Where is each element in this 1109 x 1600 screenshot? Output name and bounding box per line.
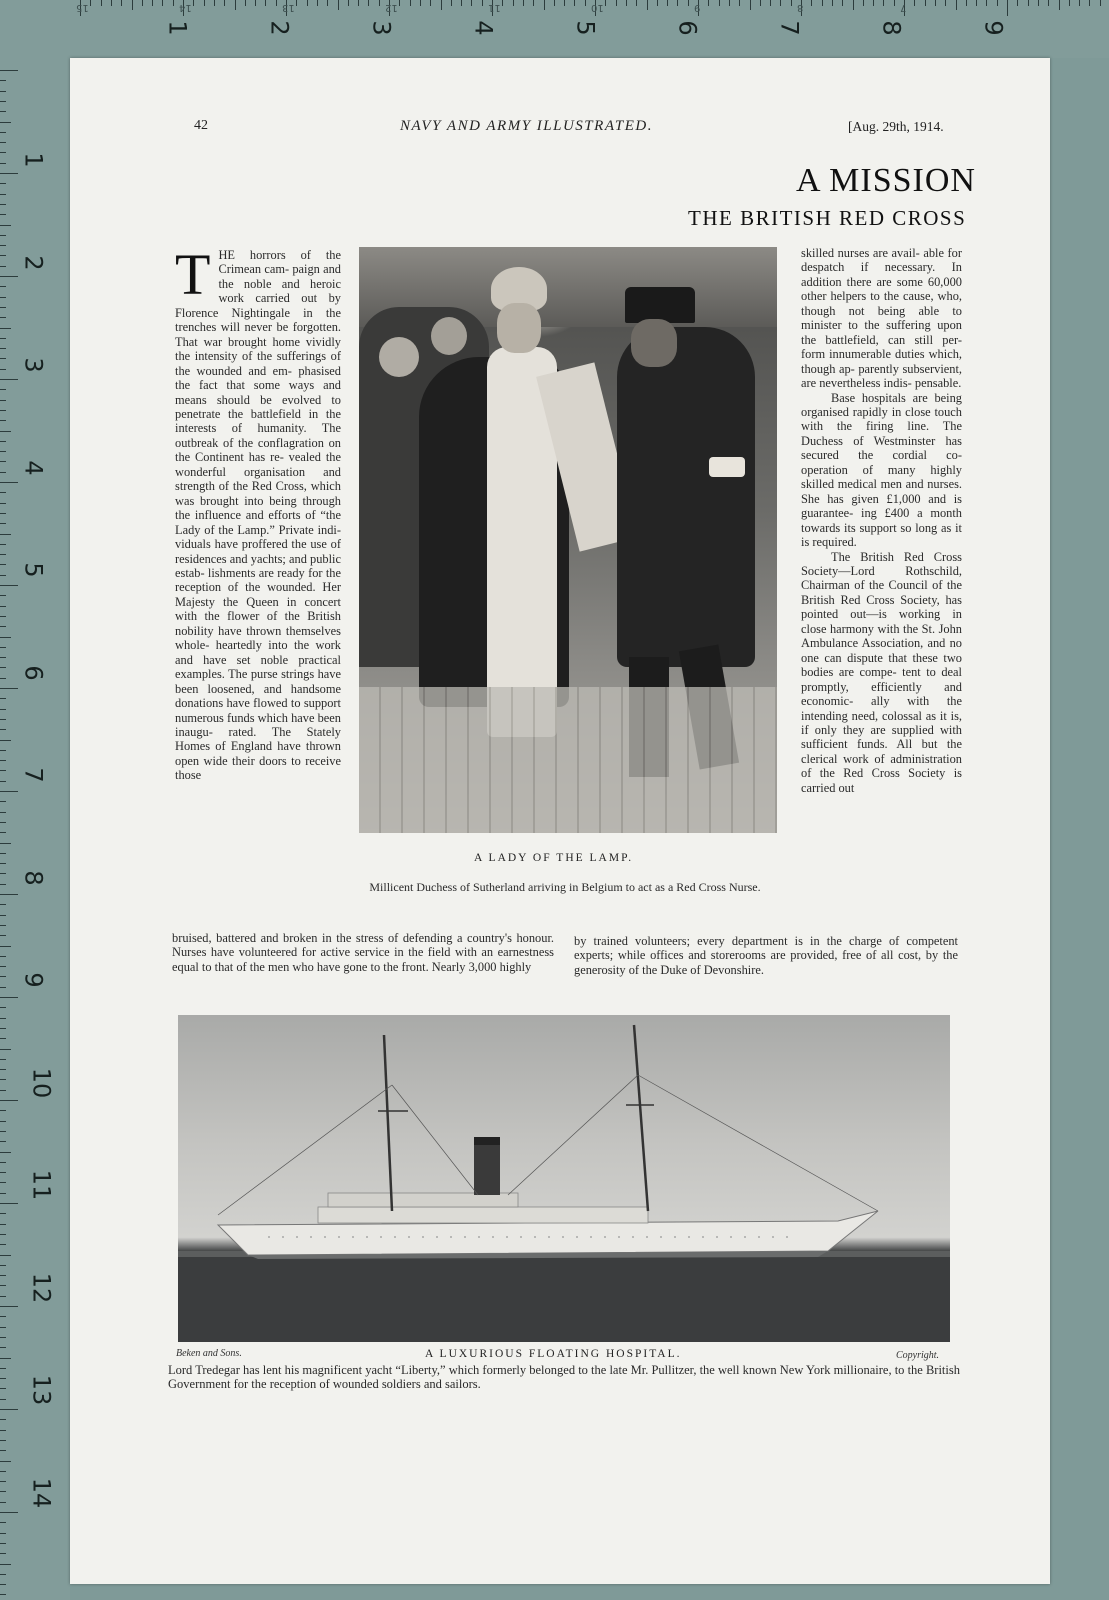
ruler-tick <box>368 0 369 6</box>
ruler-number: 1 <box>19 152 48 168</box>
ruler-tick <box>657 0 658 6</box>
ruler-tick <box>0 873 6 874</box>
ruler-number: 6 <box>19 664 48 681</box>
magazine-page <box>70 58 1050 1584</box>
ruler-tick <box>0 791 18 792</box>
ruler-tick <box>0 1419 6 1420</box>
ruler-tick <box>626 0 627 6</box>
ruler-tick <box>0 709 6 710</box>
ruler-tick <box>585 0 586 6</box>
ruler-tick <box>0 1038 6 1039</box>
ruler-number-small: 11 <box>488 2 501 13</box>
ruler-tick <box>0 183 6 184</box>
ruler-tick <box>0 266 6 267</box>
ruler-tick <box>121 0 122 6</box>
ruler-number: 12 <box>27 1272 56 1303</box>
photo-credit: Beken and Sons. <box>176 1348 242 1359</box>
ruler-tick <box>0 1100 18 1101</box>
ruler-tick <box>605 0 606 6</box>
ruler-tick <box>0 575 6 576</box>
ruler-tick <box>142 0 143 6</box>
ruler-tick <box>0 1440 6 1441</box>
ruler-tick <box>0 379 18 380</box>
ruler-tick <box>616 0 617 6</box>
ruler-tick <box>636 0 637 6</box>
ruler-tick <box>0 616 6 617</box>
ruler-tick <box>0 472 6 473</box>
photo-caption-title: A LADY OF THE LAMP. <box>474 852 634 864</box>
ruler-tick <box>132 0 133 10</box>
ruler-tick <box>533 0 534 6</box>
ruler-tick <box>0 1594 6 1595</box>
yacht-illustration <box>178 1015 950 1342</box>
ruler-number: 2 <box>265 20 294 36</box>
ruler-tick <box>811 0 812 6</box>
ruler-tick <box>471 0 472 6</box>
ruler-tick <box>0 441 6 442</box>
ruler-tick <box>162 0 163 6</box>
ruler-tick <box>0 1069 6 1070</box>
ruler-tick <box>0 1368 6 1369</box>
ruler-tick <box>101 0 102 6</box>
ruler-tick <box>0 1018 6 1019</box>
ruler-tick <box>770 0 771 6</box>
ruler-tick <box>925 0 926 6</box>
ruler-tick <box>0 163 6 164</box>
ruler-tick <box>0 925 6 926</box>
ruler-tick <box>0 204 6 205</box>
ruler-tick <box>0 750 6 751</box>
ruler-tick <box>235 0 236 10</box>
ruler-tick <box>0 1461 11 1462</box>
ruler-tick <box>0 1255 11 1256</box>
ruler-tick <box>0 1574 6 1575</box>
ruler-tick <box>894 0 895 6</box>
ruler-tick <box>0 946 11 947</box>
article-bottom-left: bruised, battered and broken in the stress of defending a country's honour. Nurses have volunteered for active service in the field with an earnestness equal to that of the men who have gone to the front. Nearly 3,000 highly <box>172 931 554 974</box>
ruler-tick <box>0 1224 6 1225</box>
ruler-number: 5 <box>571 20 600 36</box>
ruler-number-small: 15 <box>76 2 89 13</box>
ruler-tick <box>0 1049 11 1050</box>
ruler-tick <box>0 255 6 256</box>
ruler-number: 7 <box>775 20 804 36</box>
ruler-tick <box>0 286 6 287</box>
article-paragraph: HE horrors of the Crimean cam- paign and the noble and heroic work carried out by Florence Nightingale in the trenches will never be forgotten. That war brought home vividly the intensity of the sufferings of the wounded and em- phasised the fact that some ways and means should be evolved to penetrate the battlefield in the interests of humanity. The outbreak of the conflagration on the Continent has re- vealed the wonderful organisation and strength of the Red Cross, which was brought into being through the influence and efforts of “the Lady of the Lamp.” Private indi- viduals have proffered the use of residences and yachts; and public estab- lishments are ready for the reception of the wounded. Her Majesty the Queen in concert with the flower of the British nobility have thrown themselves whole- heartedly into the work and have set noble practical examples. The purse strings have been loosened, and handsome donations have flowed to support numerous funds which have been inaugu- rated. The Stately Homes of England have thrown open wide their doors to receive those <box>175 248 341 783</box>
ruler-tick <box>0 338 6 339</box>
ruler-tick <box>0 1203 18 1204</box>
ruler-tick <box>564 0 565 6</box>
ruler-tick <box>0 884 6 885</box>
ruler-tick <box>0 966 6 967</box>
ruler-tick <box>513 0 514 6</box>
ruler-tick <box>0 1481 6 1482</box>
ruler-tick <box>173 0 174 6</box>
ruler-tick <box>0 595 6 596</box>
ruler-tick <box>0 122 11 123</box>
ruler-tick <box>214 0 215 6</box>
ruler-tick <box>0 70 18 71</box>
photo-caption-text: Millicent Duchess of Sutherland arriving in Belgium to act as a Red Cross Nurse. <box>369 880 761 894</box>
ruler-tick <box>0 297 6 298</box>
ruler-tick <box>0 1399 6 1400</box>
ruler-tick <box>0 173 18 174</box>
ruler-tick <box>0 1347 6 1348</box>
ruler-tick <box>0 152 6 153</box>
ruler-tick <box>544 0 545 10</box>
ruler-tick <box>914 0 915 6</box>
ruler-number-small: 14 <box>179 2 192 13</box>
ruler-number: 6 <box>673 20 702 36</box>
ruler-tick <box>523 0 524 6</box>
ruler-tick <box>0 1265 6 1266</box>
ruler-tick <box>152 0 153 6</box>
ruler-number: 4 <box>19 459 48 476</box>
ruler-tick <box>750 0 751 10</box>
ruler-tick <box>0 770 6 771</box>
ruler-tick <box>0 1193 6 1194</box>
ruler-tick <box>327 0 328 6</box>
ruler-tick <box>0 935 6 936</box>
ruler-number: 11 <box>27 1169 56 1201</box>
ruler-tick <box>0 1172 6 1173</box>
ruler-tick <box>0 637 11 638</box>
ruler-tick <box>307 0 308 6</box>
ruler-tick <box>729 0 730 6</box>
ruler-tick <box>873 0 874 6</box>
photo-copyright: Copyright. <box>896 1350 940 1361</box>
ruler-tick <box>224 0 225 6</box>
ruler-tick <box>0 400 6 401</box>
ruler-tick <box>1028 0 1029 6</box>
ruler-tick <box>0 843 11 844</box>
ruler-tick <box>1017 0 1018 6</box>
ruler-tick <box>0 729 6 730</box>
ruler-tick <box>1089 0 1090 6</box>
ruler-tick <box>0 1584 6 1585</box>
ruler-tick <box>0 822 6 823</box>
publication-title: NAVY AND ARMY ILLUSTRATED. <box>400 118 654 134</box>
ruler-tick <box>0 451 6 452</box>
photo-yacht-liberty <box>178 1015 950 1342</box>
ruler-tick <box>0 544 6 545</box>
ruler-tick <box>482 0 483 6</box>
ruler-tick <box>451 0 452 6</box>
ruler-tick <box>0 554 6 555</box>
ruler-tick <box>0 1090 6 1091</box>
article-subtitle: THE BRITISH RED CROSS <box>688 206 967 230</box>
ruler-tick <box>0 1553 6 1554</box>
ruler-tick <box>0 142 6 143</box>
ruler-tick <box>0 1007 6 1008</box>
ruler-tick <box>667 0 668 6</box>
ruler-tick <box>245 0 246 6</box>
ruler-tick <box>0 832 6 833</box>
ruler-tick <box>1100 0 1101 6</box>
ruler-tick <box>935 0 936 6</box>
ruler-tick <box>863 0 864 6</box>
ruler-tick <box>265 0 266 6</box>
ruler-number: 13 <box>27 1374 56 1406</box>
ruler-number-small: 7 <box>900 2 907 13</box>
ruler-tick <box>0 976 6 977</box>
ruler-tick <box>647 0 648 10</box>
ruler-tick <box>0 1244 6 1245</box>
ruler-tick <box>1059 0 1060 10</box>
ruler-tick <box>255 0 256 6</box>
ruler-tick <box>111 0 112 6</box>
ruler-tick <box>822 0 823 6</box>
ruler-tick <box>883 0 884 6</box>
ruler-tick <box>0 1275 6 1276</box>
ruler-tick <box>1069 0 1070 6</box>
ruler-tick <box>0 1533 6 1534</box>
ruler-tick <box>0 1564 11 1565</box>
ruler-tick <box>0 1306 18 1307</box>
ruler-tick <box>554 0 555 6</box>
ruler-tick <box>0 1409 18 1410</box>
ruler-tick <box>0 461 6 462</box>
ruler-tick <box>966 0 967 6</box>
article-title: A MISSION <box>796 162 976 199</box>
ruler-tick <box>296 0 297 6</box>
article-column-right <box>801 246 962 795</box>
ruler-tick <box>441 0 442 10</box>
ruler-tick <box>0 431 11 432</box>
ruler-tick <box>0 915 6 916</box>
ruler-tick <box>853 0 854 10</box>
ruler-tick <box>0 863 6 864</box>
ruler-tick <box>708 0 709 6</box>
ruler-tick <box>0 276 18 277</box>
ruler-tick <box>0 132 6 133</box>
ruler-tick <box>0 1512 18 1513</box>
article-paragraph: skilled nurses are avail- able for despatch if necessary. In addition there are some 60,000 other helpers to the cause, who, though not being able to minister to the suffering upon the battlefield, can still per- form innumerable duties which, though ap- parently subservient, are nevertheless indis- pensable. <box>801 246 962 391</box>
ruler-tick <box>0 647 6 648</box>
ruler-tick <box>0 564 6 565</box>
ruler-tick <box>791 0 792 6</box>
ruler-tick <box>0 1141 6 1142</box>
ruler-tick <box>0 358 6 359</box>
ruler-tick <box>0 1491 6 1492</box>
ruler-tick <box>0 523 6 524</box>
ruler-tick <box>1007 0 1008 16</box>
ruler-tick <box>0 1059 6 1060</box>
ruler-tick <box>0 1296 6 1297</box>
ruler-tick <box>0 1543 6 1544</box>
ruler-tick <box>832 0 833 6</box>
article-paragraph: The British Red Cross Society—Lord Rothschild, Chairman of the Council of the British Red Cross Society, has pointed out—is working in close harmony with the St. John Ambulance Association, and no one can dispute that these two bodies are compe- tent to deal promptly, efficiently and economic- ally with the intending need, colossal as it is, if only they are supplied with sufficient funds. All but the clerical work of administration of the Red Cross Society is carried out <box>801 549 962 795</box>
ruler-number: 1 <box>163 20 192 36</box>
ruler-tick <box>0 317 6 318</box>
ruler-tick <box>0 1522 6 1523</box>
ruler-tick <box>0 1285 6 1286</box>
ruler-tick <box>0 328 11 329</box>
ruler-tick <box>399 0 400 6</box>
ruler-tick <box>0 719 6 720</box>
ruler-tick <box>0 111 6 112</box>
ruler-tick <box>430 0 431 6</box>
ruler-tick <box>0 1079 6 1080</box>
drop-cap: T <box>175 242 211 307</box>
ruler-tick <box>348 0 349 6</box>
ruler-tick <box>0 1131 6 1132</box>
ruler-tick <box>677 0 678 6</box>
issue-date: [Aug. 29th, 1914. <box>848 119 944 134</box>
ruler-tick <box>0 1378 6 1379</box>
ruler-tick <box>0 1162 6 1163</box>
ruler-tick <box>0 369 6 370</box>
ruler-tick <box>842 0 843 6</box>
ruler-tick <box>0 482 18 483</box>
ruler-tick <box>1038 0 1039 6</box>
ruler-tick <box>276 0 277 6</box>
ruler-tick <box>0 1430 6 1431</box>
ruler-tick <box>0 534 11 535</box>
ruler-number: 7 <box>19 767 48 783</box>
ruler-tick <box>0 688 18 689</box>
ruler-number: 9 <box>979 20 1008 36</box>
ruler-tick <box>0 997 18 998</box>
article-bottom-right: by trained volunteers; every department is in the charge of competent experts; while offices and storerooms are provided, free of all cost, by the generosity of the Duke of Devonshire. <box>574 934 958 977</box>
ruler-tick <box>0 801 6 802</box>
ruler-tick <box>502 0 503 6</box>
ruler-number: 2 <box>19 254 48 271</box>
ruler-tick <box>986 0 987 6</box>
ruler-tick <box>193 0 194 6</box>
ruler-tick <box>0 657 6 658</box>
ruler-number: 8 <box>877 20 906 36</box>
ruler-tick <box>0 513 6 514</box>
ruler-tick <box>0 740 11 741</box>
ruler-tick <box>0 904 6 905</box>
ruler-tick <box>0 1110 6 1111</box>
ruler-tick <box>379 0 380 6</box>
ruler-tick <box>0 1121 6 1122</box>
ruler-tick <box>688 0 689 6</box>
ruler-tick <box>0 956 6 957</box>
ruler-tick <box>0 1316 6 1317</box>
ruler-number: 14 <box>27 1477 56 1508</box>
ruler-tick <box>0 585 18 586</box>
ruler-tick <box>410 0 411 6</box>
ruler-number: 8 <box>19 869 48 886</box>
ruler-tick <box>317 0 318 6</box>
ruler-tick <box>0 760 6 761</box>
ruler-tick <box>0 678 6 679</box>
ruler-tick <box>0 1152 11 1153</box>
ruler-tick <box>204 0 205 6</box>
ruler-tick <box>0 1213 6 1214</box>
ruler-tick <box>945 0 946 6</box>
ruler-number-small: 12 <box>385 2 398 13</box>
ruler-tick <box>0 667 6 668</box>
ruler-tick <box>976 0 977 6</box>
ruler-tick <box>461 0 462 6</box>
article-paragraph: Base hospitals are being organised rapidly in close touch with the firing line. The Duchess of Westminster has secured the cordial co- operation of many highly skilled medical men and nurses. She has given £1,000 and is guarantee- ing £400 a month towards its support so long as it is required. <box>801 390 962 550</box>
ruler-number: 4 <box>469 20 498 36</box>
ruler-tick <box>0 812 6 813</box>
ruler-tick <box>0 307 6 308</box>
yacht-caption-text: Lord Tredegar has lent his magnificent yacht “Liberty,” which formerly belonged to the late Mr. Pullitzer, the well known New York millionaire, to the British Government for the reception of wounded soldiers and sailors. <box>168 1363 960 1391</box>
ruler-tick <box>420 0 421 6</box>
ruler-number: 5 <box>19 562 48 578</box>
ruler-tick <box>1048 0 1049 6</box>
ruler-tick <box>1079 0 1080 6</box>
ruler-tick <box>0 1502 6 1503</box>
ruler-number-small: 8 <box>797 2 804 13</box>
ruler-tick <box>0 410 6 411</box>
ruler-tick <box>0 1450 6 1451</box>
page-number: 42 <box>194 118 208 133</box>
ruler-tick <box>0 1234 6 1235</box>
ruler-number-small: 13 <box>282 2 295 13</box>
ruler-tick <box>0 214 6 215</box>
ruler-number-small: 9 <box>694 2 701 13</box>
ruler-tick <box>0 1471 6 1472</box>
ruler-tick <box>0 80 6 81</box>
ruler-tick <box>0 101 6 102</box>
ruler-tick <box>0 781 6 782</box>
ruler-tick <box>0 492 6 493</box>
ruler-number: 3 <box>367 20 396 36</box>
ruler-tick <box>0 1388 6 1389</box>
ruler-tick <box>0 235 6 236</box>
ruler-tick <box>0 348 6 349</box>
ruler-number: 3 <box>19 357 48 373</box>
ruler-tick <box>956 0 957 10</box>
ruler-tick <box>0 606 6 607</box>
ruler-left <box>0 0 70 1600</box>
ruler-tick <box>358 0 359 6</box>
ruler-tick <box>0 1358 11 1359</box>
ruler-tick <box>739 0 740 6</box>
article-column-left <box>175 242 341 783</box>
ruler-tick <box>0 626 6 627</box>
ruler-tick <box>0 503 6 504</box>
ruler-tick <box>338 0 339 10</box>
ruler-tick <box>0 91 6 92</box>
ruler-tick <box>0 894 18 895</box>
ruler-tick <box>760 0 761 6</box>
ruler-tick <box>0 389 6 390</box>
ruler-number: 9 <box>19 972 48 988</box>
ruler-tick <box>719 0 720 6</box>
ruler-tick <box>0 1327 6 1328</box>
ruler-tick <box>0 1182 6 1183</box>
ruler-tick <box>0 1337 6 1338</box>
ruler-tick <box>0 853 6 854</box>
ruler-tick <box>780 0 781 6</box>
ruler-tick <box>0 245 6 246</box>
ruler-tick <box>574 0 575 6</box>
ruler-tick <box>0 225 11 226</box>
ruler-tick <box>0 194 6 195</box>
ruler-tick <box>0 1028 6 1029</box>
ruler-tick <box>0 420 6 421</box>
ruler-number: 10 <box>27 1067 56 1098</box>
ruler-tick <box>997 0 998 6</box>
photo-lady-of-the-lamp <box>359 247 777 833</box>
ruler-tick <box>0 987 6 988</box>
ruler-tick <box>0 698 6 699</box>
ruler-tick <box>90 0 91 6</box>
yacht-caption-title: A LUXURIOUS FLOATING HOSPITAL. <box>425 1348 682 1360</box>
ruler-number-small: 10 <box>591 2 604 13</box>
